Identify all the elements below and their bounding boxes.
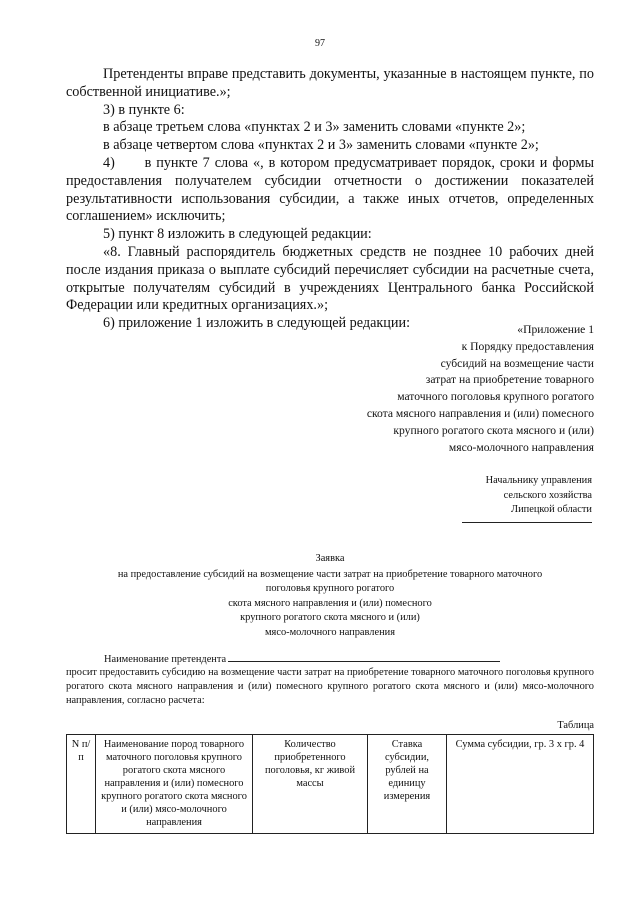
table-header-row — [67, 735, 594, 834]
header-cell-number: N п/п — [67, 735, 96, 834]
page-number: 97 — [315, 38, 325, 49]
subsidy-table — [66, 734, 594, 834]
paragraph: 6) приложение 1 изложить в следующей редакции: — [103, 315, 411, 332]
paragraph: в абзаце четвертом слова «пунктах 2 и 3» заменить словами «пункте 2»; — [103, 137, 539, 154]
addressee-line: сельского хозяйства — [503, 489, 592, 501]
paragraph: 5) пункт 8 изложить в следующей редакции: — [103, 226, 372, 243]
signature-line — [462, 522, 592, 523]
appendix-line: маточного поголовья крупного рогатого — [397, 390, 594, 404]
application-subtitle-line: скота мясного направления и (или) помесного — [228, 597, 432, 609]
application-subtitle-line: крупного рогатого скота мясного и (или) — [240, 612, 420, 624]
appendix-line: мясо-молочного направления — [448, 440, 594, 454]
application-title-block — [100, 552, 560, 641]
paragraph: «8. Главный распорядитель бюджетных средств не позднее 10 рабочих дней после издания приказа о выплате субсидий перечисляет субсидии на расчетные счета, открытые получателям субсидий в учреждениях Центрального банка Российской Федерации или кредитных организациях.»; — [66, 243, 594, 314]
paragraph: в абзаце третьем слова «пунктах 2 и 3» заменить словами «пункте 2»; — [103, 119, 526, 136]
header-cell-quantity: Количество приобретенного поголовья, кг живой массы — [253, 735, 368, 834]
appendix-line: скота мясного направления и (или) помесного — [366, 406, 594, 420]
appendix-line: субсидий на возмещение части — [440, 356, 594, 370]
header-cell-breed: Наименование пород товарного маточного поголовья крупного рогатого скота мясного направления и (или) помесного крупного рогатого скота мясного и (или) мясо-молочного направления — [96, 735, 253, 834]
request-text: просит предоставить субсидию на возмещение части затрат на приобретение товарного маточного поголовья крупного рогатого скота мясного направления и (или) помесного крупного рогатого скота мясного и (или) мясо-молочного направления, согласно расчета: — [66, 667, 594, 706]
appendix-line: к Порядку предоставления — [461, 339, 594, 353]
appendix-header — [367, 322, 594, 456]
addressee-line: Липецкой области — [511, 504, 592, 516]
paragraph: Претенденты вправе представить документы, указанные в настоящем пункте, по собственной инициативе.»; — [66, 66, 594, 100]
addressee-line: Начальнику управления — [485, 475, 592, 486]
addressee-block — [486, 474, 592, 518]
application-subtitle-line: поголовья крупного рогатого — [265, 583, 395, 595]
header-cell-sum: Сумма субсидии, гр. 3 х гр. 4 — [447, 735, 594, 834]
applicant-name-blank — [228, 652, 500, 662]
applicant-label: Наименование претендента — [104, 654, 227, 665]
header-cell-rate: Ставка субсидии, рублей на единицу измерения — [368, 735, 447, 834]
applicant-name-row — [104, 652, 500, 667]
table-caption: Таблица — [557, 720, 594, 731]
appendix-line: «Приложение 1 — [517, 323, 594, 336]
appendix-line: крупного рогатого скота мясного и (или) — [393, 423, 594, 437]
application-subtitle-line: на предоставление субсидий на возмещение части затрат на приобретение товарного маточного — [117, 568, 543, 580]
application-subtitle-line: мясо-молочного направления — [264, 626, 395, 638]
paragraph: 4) в пункте 7 слова «, в котором предусматривает порядок, сроки и формы предоставления получателем субсидии отчетности о достижении показателей результативности использования субсидии, а также иных отчетов, определенных соглашением» исключить; — [66, 154, 598, 225]
paragraph: 3) в пункте 6: — [103, 101, 185, 118]
application-title: Заявка — [315, 553, 345, 564]
main-text — [66, 66, 598, 333]
appendix-line: затрат на приобретение товарного — [425, 373, 594, 387]
